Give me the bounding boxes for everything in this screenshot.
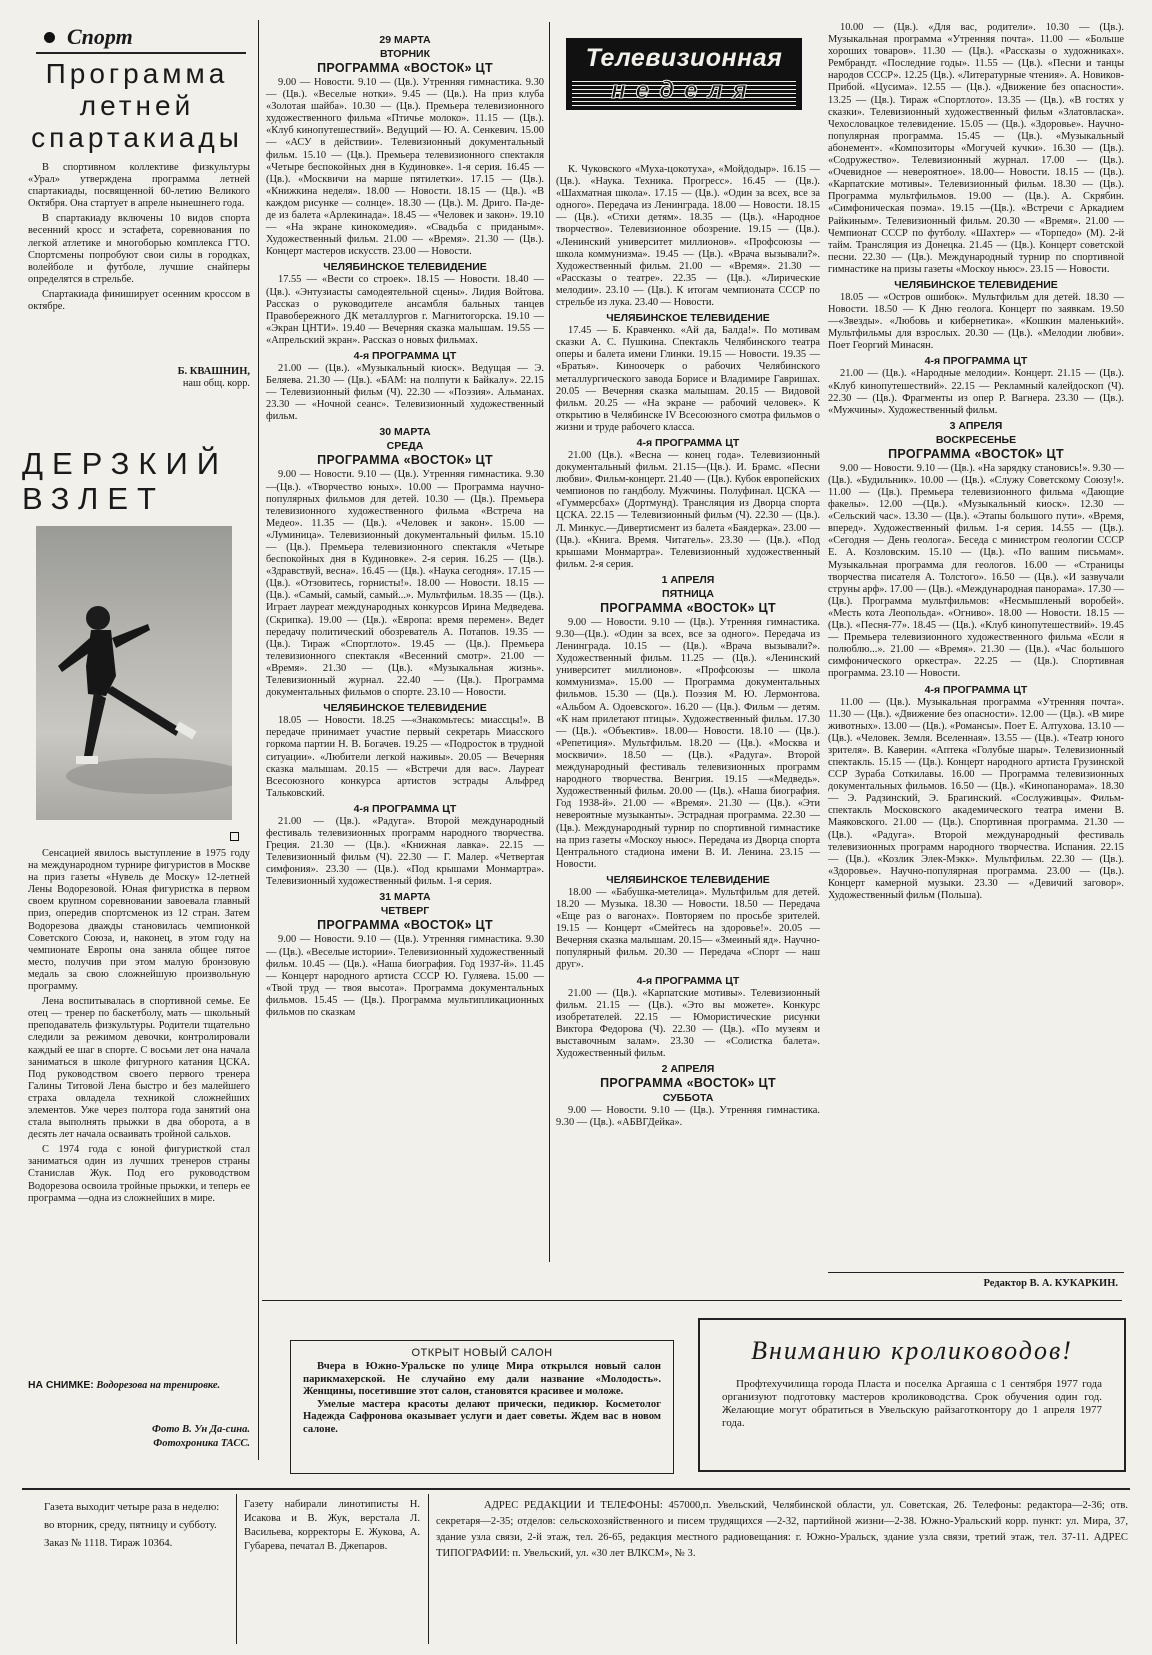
article1-author: Б. КВАШНИН, [177,366,250,377]
schedule-heading: СУББОТА [662,1092,714,1105]
schedule-text: 21.00 — (Цв.). «Народные мелодии». Концерт. 21.15 — (Цв.). «Клуб кинопутешествий». 22.15 — Рекламный калейдоскоп (Ч). 22.30 — (Цв.). Фрагменты из опер Р. Вагнера. 23.30 — (Цв.). «Мужчины». Художественный фильм. [828,368,1124,416]
program-heading: ПРОГРАММА «ВОСТОК» ЦТ [317,918,493,933]
banner-subtitle: неделя [611,77,757,104]
ad-salon-text: Умелые мастера красоты делают прически, педикюр. Косметолог Надежда Сафронова оказывает услуги и дает советы. Ждем вас в новом салоне. [303,1398,661,1435]
schedule-text: 9.00 — Новости. 9.10 — (Цв.). «На зарядку становись!». 9.30 — (Цв.). «Будильник». 10.00 — (Цв.). «Служу Советскому Союзу!». 11.00 — (Цв.). Премьера телевизионного фильма «Дающие факелы». 12.00 —(Цв.). «Музыкальный киоск». 12.30 — «Сельский час». 13.30 — (Цв.). «Этапы большого пути». «Время, вперед». Художественный фильм. 1-я серия. 14.55 — (Цв.). «Сегодня — День геолога». Беседа с министром геологии СССР Е. А. Козловским. 15.10 — (Цв.). «По вашим письмам». Музыкальная программа для геологов. 16.00 — «Страницы творчества писателя А. Толстого». 16.50 — (Цв.). «И зазвучали струны арф». 17.00 — (Цв.). «Международная панорама». 17.30 — (Цв.). Программа мультфильмов: «Несмышленый воробей». «Месть кота Леопольда». «Огниво». 18.00 — Новости. 18.15 — (Цв.). «Песня-77». 18.45 — (Цв.). «Клуб кинопутешествий». 19.45 — Премьера телевизионного художественного фильма «Если я полюблю...». 21.00 — «Время». 21.30 — (Цв.). «Час большого симфонического оркестра». 22.25 — (Цв.). Спортивная программа. 23.10 — Новости. [828,462,1124,680]
schedule-text: 17.45 — Б. Кравченко. «Ай да, Балда!». По мотивам сказки А. С. Пушкина. Спектакль Челябинского театра оперы и балета имени Глинки. 19.15 — Новости. 19.35 — «Братья». Киноочерк о рабочих Челябинского металлургического завода Борисе и Владимире Гавришах. 20.05 — Вечерняя сказка малышам. 20.15 — Видовой фильм. 20.25 — «На экране — рабочий человек». К открытию в Челябинске IV Всесоюзного смотра фильмов о жизни и труде рабочего класса. [556,325,820,433]
footer-rule [22,1488,1130,1490]
schedule-heading: ПЯТНИЦА [662,587,714,600]
schedule-heading: 4-я ПРОГРАММА ЦТ [924,355,1028,368]
schedule-heading: 4-я ПРОГРАММА ЦТ [353,349,457,362]
article1-body [28,162,250,316]
program-heading: ПРОГРАММА «ВОСТОК» ЦТ [600,1076,776,1091]
schedule-text: 21.00 — (Цв.). «Карпатские мотивы». Телевизионный фильм. 21.15 — (Цв.). «Это вы можете». Конкурс изобретателей. 22.15 — Юмористические рисунки Виктора Федорова (Ч). 22.30 — (Цв.). «По музеям и выставочным залам». 23.30 — «Солистка балета». Художественный фильм. [556,987,820,1059]
article1-author-role: наш общ. корр. [182,378,250,389]
paragraph: В спартакиаду включены 10 видов спорта весенний кросс и эстафета, соревнования по легкой атлетике и многоборью комплекса ГТО. Спортсмены попробуют свои силы в городках, волейболе и футболе, лучшие снайперы определятся в стрельбе. [28,213,250,285]
schedule-heading: 31 МАРТА [379,891,431,904]
schedule-heading: 2 АПРЕЛЯ [661,1063,715,1076]
tv-column-2 [556,164,820,1132]
skater-photo [36,526,232,820]
paragraph: Спартакиада финиширует осенним кроссом в октябре. [28,288,250,313]
footer-address: АДРЕС РЕДАКЦИИ И ТЕЛЕФОНЫ: 457000,п. Увельский, Челябинской области, ул. Советская, 26. Телефоны: редактора—2-36; отв. секретаря—2-35; отделов: сельскохозяйственного и писем трудящихся —2-32, партийной жизни—2-38. Южно-Уральский корр. пункт: ул. Мира, 37, здание узла связи, 2-й этаж, тел. 26-65, редакция местного радиовещания: г. Южно-Уральск, здание узла связи, третий этаж, тел. 37-11. АДРЕС ТИПОГРАФИИ: п. Увельский, ул. «30 лет ВЛКСМ», № 3. [436,1500,1128,1559]
paragraph: Лена воспитывалась в спортивной семье. Ее отец — тренер по баскетболу, мать — школьный преподаватель физкультуры. Родители тщательно следили за режимом девочки, контролировали каждый ее шаг в спорте. С восьми лет она начала заниматься в школе фигурного катания ЦСКА. Под руководством своего первого тренера Галины Титовой Лена быстро и без малейшего страха овладела техникой сложнейших элементов. Уже через полтора года занятий она стала выполнять прыжки в два оборота, а в десять лет начала осваивать тройной сальхов. [28,996,250,1141]
caption-text: Водорезова на тренировке. [96,1380,221,1391]
tv-bottom-rule [262,1300,1122,1301]
caption-label: НА СНИМКЕ: [28,1380,94,1391]
schedule-heading: 30 МАРТА [379,426,431,439]
section-header [36,24,246,50]
schedule-heading: СРЕДА [386,440,424,453]
schedule-text: 9.00 — Новости. 9.10 — (Цв.). Утренняя гимнастика. 9.30 — (Цв.). «Веселые истории». Телевизионный художественный фильм. 10.45 — (Цв.). «Наша биография. Год 1937-й». 11.45 — Концерт народного артиста СССР Ю. Гуляева. 15.00 — «Твой труд — твоя высота». Программа документальных фильмов. 15.45 — (Цв.). Программа мультипликационных фильмов по сказкам [266,934,545,1018]
schedule-heading: 4-я ПРОГРАММА ЦТ [636,436,740,449]
column-divider [549,22,550,1262]
article2-body [28,848,250,1208]
ad-rabbit-title: Вниманию кролиководов! [751,1336,1073,1365]
schedule-text: 21.00 — (Цв.). «Радуга». Второй международный фестиваль телевизионных программ народного творчества. Греция. 21.30 — (Цв.). «Книжная лавка». 22.15 — Телевизионный фильм (Ч). 22.30 — Г. Малер. «Четвертая симфония». 23.30 — (Цв.). «Под крышами Монмартра». Телевизионный художественный фильм. 1-я серия. [266,815,544,888]
tv-column-3 [828,22,1124,905]
column-divider [258,20,259,1460]
schedule-text: К. Чуковского «Муха-цокотуха», «Мойдодыр». 16.15 — (Цв.). «Наука. Техника. Прогресс». 16.45 — (Цв.). «Шахматная школа». 17.15 — (Цв.). «Один за всех, все за одного». Передача из Ленинграда. 18.00 — Новости. 18.15 — (Цв.). «Стихи детям». 18.35 — (Цв.). «Народное творчество». Телевизионное обозрение. 19.15 — (Цв.). «Ленинский университет миллионов». «Профсоюзы — школа коммунизма». 19.45 — (Цв.). «Врача вызывали?». Художественный фильм. 21.00 — «Время». 21.30 — «Рассказы о театре». 22.35 — (Цв.). «Лирические мелодии». 23.10 — (Цв.). К итогам чемпионата СССР по стрельбе из лука. 23.40 — Новости. [556,164,820,309]
schedule-heading: 3 АПРЕЛЯ [949,419,1003,432]
footer-schedule: Газета выходит четыре раза в неделю: во вторник, среду, пятницу и субботу. Заказ № 1118. Тираж 10364. [44,1498,228,1552]
schedule-text: 18.00 — «Бабушка-метелица». Мультфильм для детей. 18.20 — Музыка. 18.30 — Новости. 18.50 — Передача «Еще раз о вагонах». Повторяем по просьбе зрителей. 19.15 — Концерт «Смейтесь на здоровье!». 20.05 — Вечерняя сказка малышам. 20.15— «Змеиный яд». Научно-популярный фильм. 20.30 — Передача «Спорт — наш друг». [556,886,820,971]
schedule-text: 10.00 — (Цв.). «Для вас, родители». 10.30 — (Цв.). Музыкальная программа «Утренняя почта». 11.00 — «Больше хороших товаров». 11.30 — (Цв.). «Рассказы о художниках». Рембрандт. «Последние годы». 11.55 — (Цв.). «Песни и танцы народов СССР». 12.25 (Цв.). «Литературные чтения». А. Новиков-Прибой. «Цусима». 12.55 — (Цв.). «Движение без опасности». 13.25 — (Цв.). Тираж «Спортлото». 13.35 — (Цв.). «В гостях у сказки». Телевизионный художественный фильм «Златовласка». Чехословацкое телевидение. 15.05 — (Цв.). «Здоровье». Научно-популярная программа. 15.45 — (Цв.). «Музыкальный абонемент». «Композиторы «Могучей кучки». 16.30 — (Цв.). «Содружество». Телевизионный журнал. 17.00 — (Цв.). «Очевидное — невероятное». 18.00— Новости. 18.15 — (Цв.). «Карпатские мотивы». Телевизионный фильм. 18.30 — (Цв.). Программа мультфильмов. 19.00 — (Цв.). А. Скрябин. «Симфоническая поэма». 19.15 —(Цв.). «Встречи с Аркадием Райкиным». Телевизионный фильм. 20.30 — «Время». 21.00 — Чемпионат СССР по футболу. «Шахтер» — «Торпедо» (М). 2-й тайм. Трансляция из Донецка. 21.45 — (Цв.). Концерт советской песни. 22.30 — (Цв.). Международный турнир по спортивной гимнастике на призы газеты «Москоу ньюс». 23.15 — Новости. [828,22,1124,275]
schedule-text: 9.00 — Новости. 9.10 — (Цв.). Утренняя гимнастика. 9.30—(Цв.). «Один за всех, все за одного». Передача из Ленинграда. 10.15 — (Цв.). «Врача вызывали?». Художественный фильм. 11.25 — (Цв.). «Ленинский университет миллионов». «Профсоюзы — школа коммунизма». 15.00 — Программа документальных фильмов. 15.30 — (Цв.). Поэзия М. Ю. Лермонтова. «Альбом А. Одоевского». 16.20 — (Цв.). Фильм — детям. «К нам прилетают птицы». Художественный фильм. 17.30 — (Цв.). «Объектив». 18.00— Новости. 18.10 — (Цв.). «Репетиция». Мультфильм. 18.20 — (Цв.). «Москва и москвичи». 18.50 — (Цв.). «Радуга». Второй международный фестиваль телевизионных программ народного творчества. Венгрия. 19.15 —«Медведь». Художественный фильм. 20.00 — (Цв.). «Наша биография. Год 1938-й». 21.00 — «Время». 21.30 — (Цв.). «Эти невероятные музыканты». Эстрадная программа. 22.30 — (Цв.). Международный турнир по спортивной гимнастике на приз газеты «Москоу ньюс». Передача из Дворца спорта Центрального стадиона имени В. И. Ленина. 23.15 — Новости. [556,616,820,870]
ad-salon-title: ОТКРЫТ НОВЫЙ САЛОН [411,1347,553,1359]
tv-banner [566,38,802,110]
section-label: Спорт [67,24,133,49]
section-rule [36,52,246,54]
schedule-text: 9.00 — Новости. 9.10 — (Цв.). Утренняя гимнастика. 9.30—(Цв.). «Творчество юных». 10.00 — Программа научно-популярных фильмов для детей. 10.30 — (Цв.). Премьера телевизионного художественного фильма «Встреча на Медео». 11.35 — (Цв.). «Человек и закон». 15.00 — «Луминица». Телевизионный документальный фильм. 15.10 — (Цв.). Премьера телевизионного спектакля «Четыре беспокойных дня в Кудиновке». 2-я серия. 16.25 — (Цв.). «Здравствуй, весна». 16.45 — (Цв.). «Наука сегодня». 17.15 — (Цв.). «Отзовитесь, горнисты!». 18.00 — Новости. 18.15 — (Цв.). «Самый, самый, самый...». Мультфильм. 18.35 — (Цв.). Играет лауреат международных конкурсов Ирина Медведева. (Скрипка). 19.00 — (Цв.). «Европа: время перемен». Ведет передачу политический обозреватель А. Потапов. 19.35 — (Цв.). Тираж «Спортлото». 19.45 — (Цв.). Премьера телевизионного спектакля «Весенний смотр». 21.00 — «Время». 21.30 — (Цв.). «Музыкальная жизнь». Телевизионный журнал. 22.40 — (Цв.). Программа документальных фильмов о спорте. 23.10 — Новости. [266,469,544,699]
program-heading: ПРОГРАММА «ВОСТОК» ЦТ [888,446,1064,461]
schedule-text: 11.00 — (Цв.). Музыкальная программа «Утренняя почта». 11.30 — (Цв.). «Движение без опасности». 12.00 — (Цв.). «В мире животных». 13.00 — (Цв.). «Романсы». Поет Е. Алтухова. 13.10 — (Цв.). «Человек. Земля. Вселенная». 13.55 — (Цв.). «Театр юного зрителя». В. Каверин. «Аптека «Голубые шары». Телевизионный спектакль. 15.15 — (Цв.). Концерт народного артиста Грузинской ССР Зураба Соткилавы. 16.00 — Программа телевизионных документальных фильмов. 16.50 — (Цв.). «Кинопанорама». 18.30 — Э. Радзинский, Э. Брагинский. «Сослуживцы». Фильм-спектакль Московского академического театра имени В. Маяковского. 21.00 — (Цв.). Спортивная программа. 21.30 — (Цв.). «Радуга». Второй международный фестиваль телевизионных программ народного творчества. Испания. 22.15 — (Цв.). «Козлик Элек-Мэкк». Мультфильм. 22.30 — (Цв.). «Здоровье». Научно-популярная программа. 23.00 — (Цв.). Концерт камерной музыки. 23.30 — «Девичий заговор». Художественный фильм (Польша). [828,696,1124,901]
footer-divider [236,1494,237,1644]
schedule-heading: ЧЕТВЕРГ [380,905,430,918]
ad-salon-box [290,1340,674,1474]
footer-divider [428,1494,429,1644]
program-heading: ПРОГРАММА «ВОСТОК» ЦТ [317,453,493,468]
editor-rule [828,1272,1124,1273]
schedule-heading: 29 МАРТА [379,34,431,46]
editor-signature: Редактор В. А. КУКАРКИН. [983,1278,1118,1289]
paragraph: В спортивном коллективе физкультуры «Урал» утверждена программа летней спартакиады, посвященной 60-летию Великого Октября. Она стартует в апреле нынешнего года. [28,162,250,210]
schedule-heading: 4-я ПРОГРАММА ЦТ [353,802,457,815]
ad-rabbit-text: Профтехучилища города Пласта и поселка Аргаяша с 1 сентября 1977 года организуют подготовку мастеров кролиководства. Срок обучения один год. Желающие могут обратиться в Увельскую райзаготконтору до 1 апреля 1977 года. [722,1378,1102,1429]
article1-title: Программа летней спартакиады [31,58,243,153]
schedule-heading: ВОСКРЕСЕНЬЕ [935,433,1017,446]
paragraph: С 1974 года с юной фигуристкой стал заниматься один из лучших тренеров страны Станислав Жук. Под его руководством Водорезова освоила тройные прыжки, и теперь ее программа —одна из сложнейших в мире. [28,1144,250,1204]
schedule-text: 21.00 — (Цв.). «Музыкальный киоск». Ведущая — Э. Беляева. 21.30 — (Цв.). «БАМ: на полпути к Байкалу». 22.15 — Телевизионный фильм (Ч). 22.30 — «Поэзия». Альманах. 23.30 — «Ночной сеанс». Телевизионный художественный фильм. [266,362,544,423]
schedule-heading: ЧЕЛЯБИНСКОЕ ТЕЛЕВИДЕНИЕ [323,702,487,715]
schedule-heading: ЧЕЛЯБИНСКОЕ ТЕЛЕВИДЕНИЕ [894,278,1058,291]
article2-title: ДЕРЗКИЙ ВЗЛЕТ [22,446,229,516]
schedule-text: 9.00 — Новости. 9.10 — (Цв.). Утренняя гимнастика. 9.30 — (Цв.). «Веселые нотки». 9.45 — (Цв.). На приз клуба «Золотая шайба». 10.30 — (Цв.). Премьера телевизионного художественного фильма «Птичье молоко». 11.15 — (Цв.). «Клуб кинопутешествий». Ведущий — Ю. А. Сенкевич. 15.00 — «АСУ в действии». Телевизионный документальный фильм. 15.10 — (Цв.). Премьера телевизионного спектакля «Четыре беспокойных дня в Кудиновке». 1-я серия. 16.45 —(Цв.). «Москвичи на марше пятилетки». 17.15 — (Цв.). «Книжкина неделя». 18.00 — Новости. 18.15 — (Цв.). «В каждом рисунке — солнце». 18.30 — (Цв.). М. Дриго. Па-де-де из балета «Арлекинада». 18.45 — «Человек и закон». 19.10 — «На экране кинокомедия». «Свадьба с приданым». Художественный фильм. 21.00 — «Время». 21.30 — (Цв.). Концерт мастеров искусств. 23.00 — Новости. [266,77,544,258]
footer-order: Заказ № 1118. Тираж 10364. [44,1537,173,1549]
tv-column-1 [266,32,544,1022]
schedule-text: 18.05 — «Остров ошибок». Мультфильм для детей. 18.30 — Новости. 18.50 — К Дню геолога. Концерт по заявкам. 19.50 —«Звезды». «Любовь и кибернетика». «Кошкин маленький». Мультфильмы для взрослых. 20.30 — (Цв.). «Мелодии любви». Поет Георгий Минасян. [828,291,1124,352]
schedule-heading: ВТОРНИК [379,48,431,60]
schedule-heading: ЧЕЛЯБИНСКОЕ ТЕЛЕВИДЕНИЕ [323,261,487,274]
schedule-heading: ЧЕЛЯБИНСКОЕ ТЕЛЕВИДЕНИЕ [606,873,770,886]
photo-caption [28,1380,250,1392]
square-icon [230,832,239,841]
photo-credit: Фото В. Ун Да-сина. [152,1424,250,1435]
schedule-text: 21.00 (Цв.). «Весна — конец года». Телевизионный документальный фильм. 21.15—(Цв.). И. Брамс. «Песни любви». Фильм-концерт. 21.40 — (Цв.). Кубок европейских чемпионов по гандболу. Мужчины. Полуфинал. ЦСКА — «Гуммерсбах» (Дортмунд). Трансляция из Дворца спорта ЦСКА. 22.15 — Телевизионный фильм (Ч). 22.30 — (Цв.). Л. Минкус.—Дивертисмент из балета «Баядерка». 23.00 — (Цв.). «Книга. Время. Читатель». 23.30 — (Цв.). «Под крышами Монмартра». Телевизионный художественный фильм. 2-я серия. [556,449,820,570]
program-heading: ПРОГРАММА «ВОСТОК» ЦТ [600,600,776,615]
schedule-text: 18.05 — Новости. 18.25 —«Знакомьтесь: миассцы!». В передаче принимает участие первый секретарь Миасского горкома партии Н. В. Богачев. 19.25 — «Подросток в трудной ситуации». «Любители легкой наживы». 20.05 — Вечерняя сказка малышам. 20.15 — «Встречи для вас». Лауреат Всесоюзного конкурса артистов эстрады Альфред Тальковский. [266,715,544,799]
schedule-heading: ЧЕЛЯБИНСКОЕ ТЕЛЕВИДЕНИЕ [606,312,770,325]
ad-rabbit-box [698,1318,1126,1472]
banner-title: Телевизионная [585,44,783,72]
schedule-text: 17.55 — «Вести со строек». 18.15 — Новости. 18.40 — (Цв.). «Энтузиасты самодеятельной сцены». Лидия Войтова. Рассказ о руководителе ансамбля бальных танцев Правобережного ДК металлургов г. Магнитогорска. 19.10 — «Экран ЦНТИ». 19.40 — Вечерняя сказка малышам. 19.55 — «Апрельский экран». Рассказ о новых фильмах. [266,274,544,346]
schedule-text: 9.00 — Новости. 9.10 — (Цв.). Утренняя гимнастика. 9.30 — (Цв.). «АБВГДейка». [556,1105,820,1129]
ad-salon-text: Вчера в Южно-Уральске по улице Мира открылся новый салон парикмахерской. Не случайно ему дали название «Молодость». Женщины, посетившие этот салон, становятся красивее и моложе. [303,1361,661,1398]
section-bullet-icon [44,32,55,43]
schedule-heading: 4-я ПРОГРАММА ЦТ [924,683,1028,696]
schedule-heading: 1 АПРЕЛЯ [661,573,715,586]
footer-typesetters: Газету набирали линотиписты Н. Исакова и В. Жук, верстала Л. Васильева, корректоры Е. Жукова, А. Губарева, печатал В. Джепаров. [244,1499,420,1552]
schedule-heading: 4-я ПРОГРАММА ЦТ [636,974,740,987]
photo-source: Фотохроника ТАСС. [153,1438,250,1449]
skater-figure [36,526,232,820]
paragraph: Сенсацией явилось выступление в 1975 году на международном турнире фигуристов в Москве на приз газеты «Нувель де Моску» 12-летней Лены Водорезовой. Юная фигуристка в первом своем крупном соревновании завоевала главный приз, опередив спортсменок из 12 стран. Затем Водорезова дважды становилась чемпионкой Советского Союза, и, наконец, в этом году на чемпионате Европы она заняла общее пятое место, получив при этом малую бронзовую медаль за свою сложнейшую произвольную программу. [28,848,250,993]
program-heading: ПРОГРАММА «ВОСТОК» ЦТ [317,61,493,75]
